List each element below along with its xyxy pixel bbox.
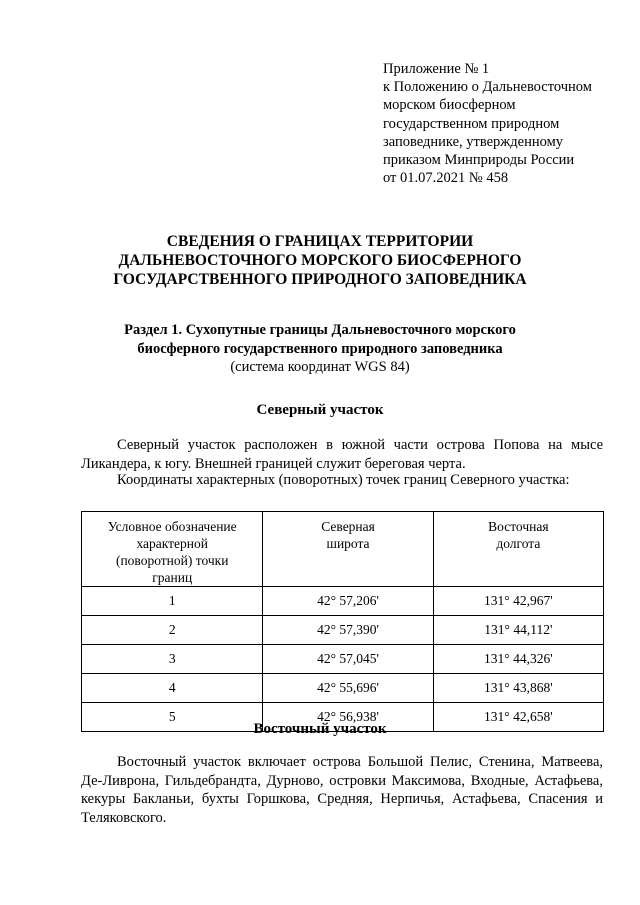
appendix-line: заповеднике, утвержденному [383, 133, 564, 150]
north-paragraph [81, 436, 603, 473]
longitude-cell: 131° 42,967' [433, 587, 603, 616]
appendix-line: приказом Минприроды России [383, 152, 575, 169]
point-cell: 3 [82, 645, 263, 674]
longitude-cell: 131° 43,868' [433, 674, 603, 703]
north-heading: Северный участок [256, 402, 384, 418]
title-line: ДАЛЬНЕВОСТОЧНОГО МОРСКОГО БИОСФЕРНОГО [118, 252, 522, 269]
east-paragraph [81, 753, 603, 827]
point-cell: 1 [82, 587, 263, 616]
latitude-cell: 42° 56,938' [263, 703, 433, 732]
east-paragraph-text: Восточный участок включает острова Большой Пелис, Стенина, Матвеева, Де-Ливрона, Гильдебрандта, Дурново, островки Максимова, Входные, Астафьева, кекуры Бакланьи, бухты Горшкова, Средняя, Нерпичья, Астафьева, Спасения и Теляковского. [81, 754, 603, 826]
appendix-line: морском биосферном [383, 97, 516, 114]
header-latitude-text: Северная широта [321, 519, 375, 551]
title-line: СВЕДЕНИЯ О ГРАНИЦАХ ТЕРРИТОРИИ [166, 233, 474, 250]
point-cell: 2 [82, 616, 263, 645]
table-row [82, 645, 604, 674]
section-title-line: биосферного государственного природного заповедника [137, 340, 503, 357]
header-point-text: Условное обозначение характерной (поворотной) точки границ [107, 519, 237, 585]
latitude-cell: 42° 57,045' [263, 645, 433, 674]
latitude-cell: 42° 57,206' [263, 587, 433, 616]
header-longitude-text: Восточная долгота [488, 519, 549, 551]
longitude-cell: 131° 44,112' [433, 616, 603, 645]
section-heading [0, 321, 640, 377]
table-header-row [82, 512, 604, 587]
coordinate-system-note: (система координат WGS 84) [230, 359, 410, 375]
appendix-line: государственном природном [383, 115, 560, 132]
point-cell: 5 [82, 703, 263, 732]
header-point [82, 512, 263, 587]
document-title [0, 232, 640, 289]
table-row [82, 616, 604, 645]
coords-intro: Координаты характерных (поворотных) точек границ Северного участка: [117, 472, 570, 488]
longitude-cell: 131° 44,326' [433, 645, 603, 674]
latitude-cell: 42° 57,390' [263, 616, 433, 645]
east-heading: Восточный участок [253, 721, 387, 737]
appendix-note [383, 60, 592, 187]
north-paragraph-text: Северный участок расположен в южной части острова Попова на мысе Ликандера, к югу. Внешней границей служит береговая черта. [81, 437, 603, 472]
section-title-line: Раздел 1. Сухопутные границы Дальневосточного морского [124, 322, 516, 338]
table-row [82, 674, 604, 703]
title-line: ГОСУДАРСТВЕННОГО ПРИРОДНОГО ЗАПОВЕДНИКА [113, 271, 527, 288]
longitude-cell: 131° 42,658' [433, 703, 603, 732]
appendix-line: Приложение № 1 [383, 61, 490, 77]
table-row [82, 587, 604, 616]
header-longitude [433, 512, 603, 587]
header-latitude [263, 512, 433, 587]
point-cell: 4 [82, 674, 263, 703]
latitude-cell: 42° 55,696' [263, 674, 433, 703]
appendix-line: от 01.07.2021 № 458 [383, 170, 509, 187]
coordinates-table [81, 511, 604, 732]
appendix-line: к Положению о Дальневосточном [383, 79, 592, 96]
